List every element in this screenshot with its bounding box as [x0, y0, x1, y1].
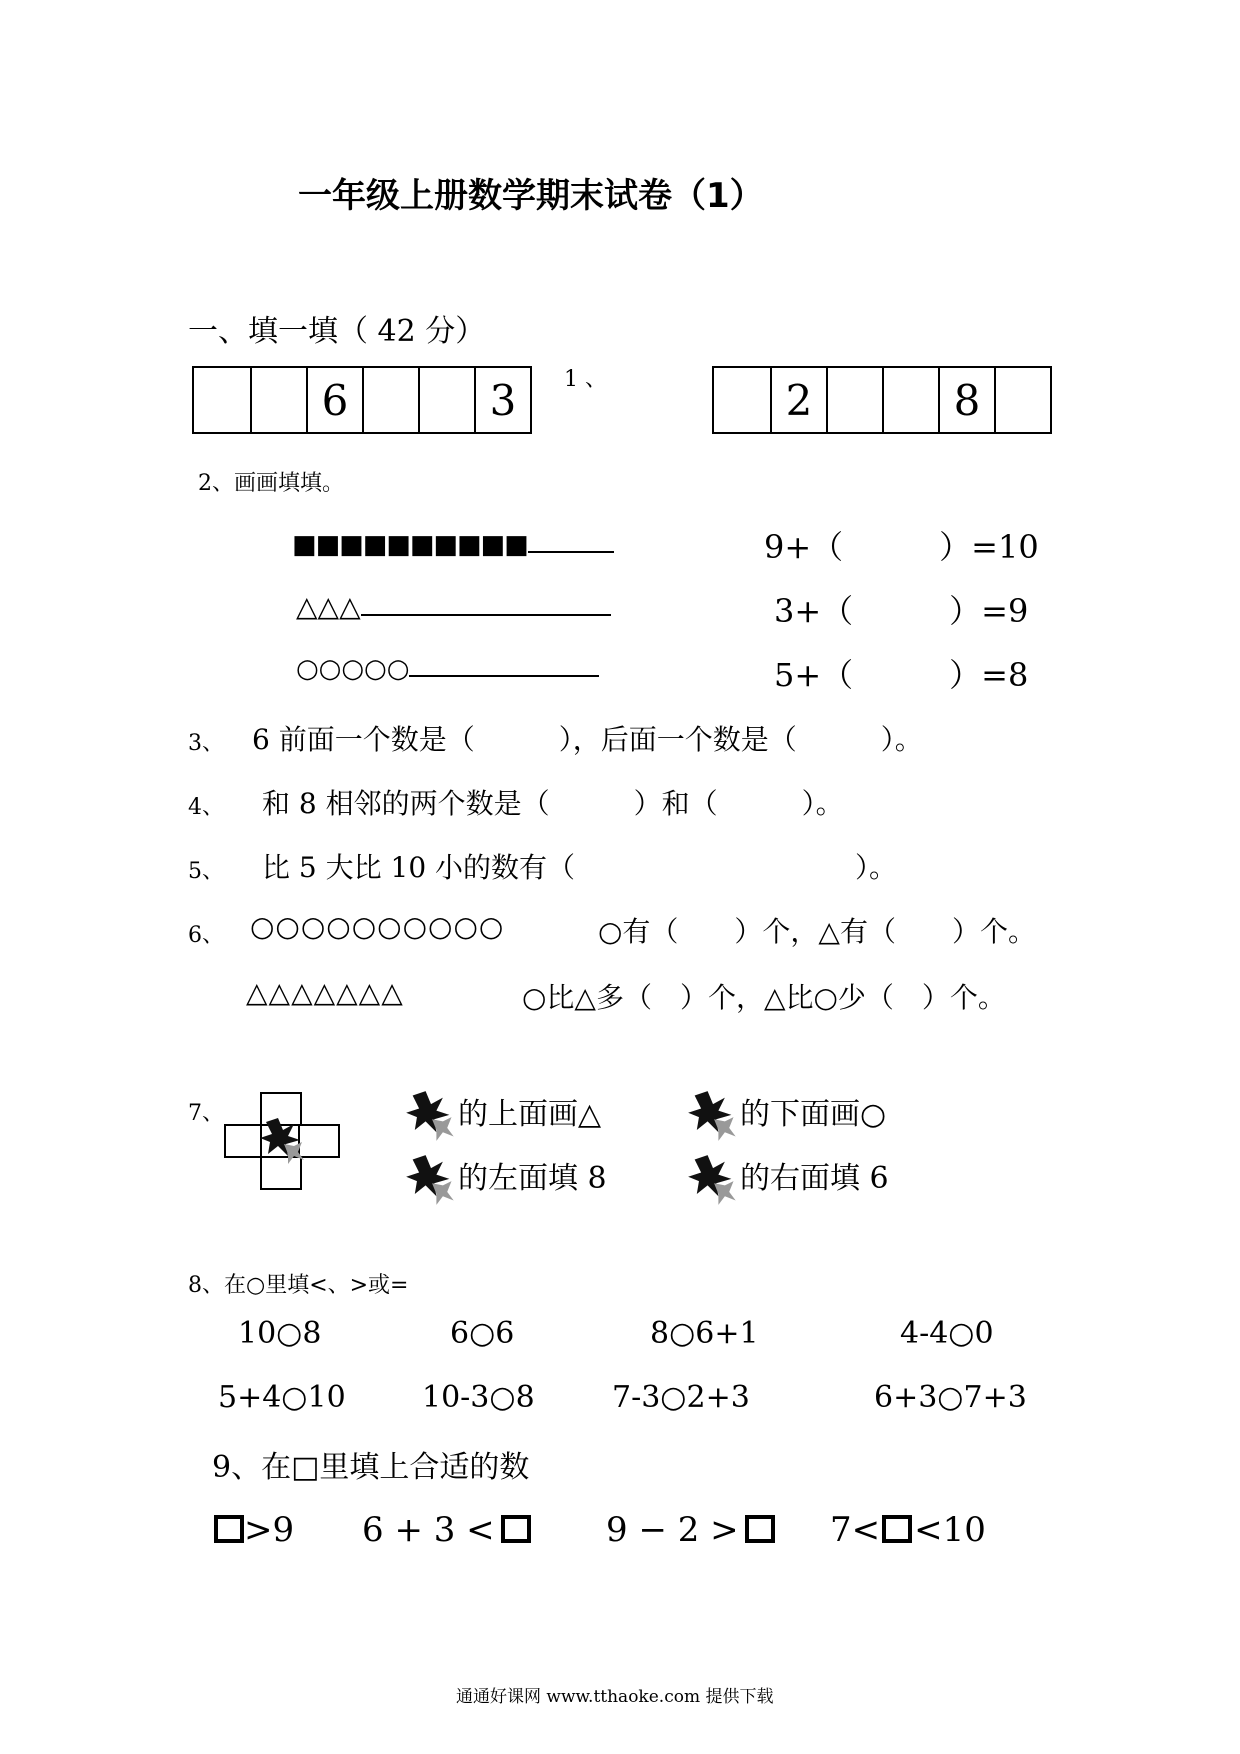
- leaf-icon: [686, 1088, 740, 1144]
- comparison: 7-3○2+3: [612, 1380, 750, 1415]
- shape-row-triangles: [296, 590, 611, 623]
- number-cell: 3: [474, 368, 530, 432]
- number-cell[interactable]: [826, 368, 882, 432]
- q7-item: [404, 1088, 601, 1144]
- number-cell[interactable]: [418, 368, 474, 432]
- number-cell[interactable]: [882, 368, 938, 432]
- number-cell[interactable]: [714, 368, 770, 432]
- question-number: 7、: [188, 1101, 224, 1126]
- question-text: 6 前面一个数是（ ），后面一个数是（ ）。: [252, 723, 923, 756]
- circle-shapes: ○○○○○○○○○○: [250, 910, 505, 943]
- equation-text: 7<: [830, 1510, 881, 1550]
- number-box-row-a: [192, 366, 532, 434]
- q7-item: [686, 1088, 886, 1144]
- q9-equation-1: [214, 1510, 294, 1550]
- triangle-shapes: △△△△△△△: [246, 976, 404, 1009]
- equation: 5+（ ）=8: [774, 656, 1029, 694]
- triangle-shapes: △△△: [296, 590, 361, 623]
- shape-row-circles: [296, 654, 599, 684]
- question-number: 4、: [188, 795, 224, 820]
- comparison: 6○6: [450, 1316, 515, 1351]
- comparison: 10○8: [238, 1316, 322, 1351]
- comparison: 4-4○0: [900, 1316, 994, 1351]
- cross-grid: [224, 1092, 340, 1188]
- question-label: 2、画画填填。: [198, 471, 344, 496]
- question-number: 1 、: [564, 367, 607, 392]
- answer-box[interactable]: [745, 1515, 775, 1543]
- equation-text: <10: [914, 1510, 986, 1550]
- answer-line[interactable]: [409, 671, 599, 677]
- question-number: 5、: [188, 859, 224, 884]
- number-cell[interactable]: [994, 368, 1050, 432]
- q9-equation-3: [606, 1510, 775, 1550]
- shape-row-squares: [292, 530, 614, 560]
- question-number: 6、: [188, 923, 224, 948]
- answer-line[interactable]: [361, 610, 611, 616]
- circle-shapes: ○○○○○: [296, 654, 410, 684]
- number-box-row-b: [712, 366, 1052, 434]
- question-number: 3、: [188, 731, 224, 756]
- equation: 9+（ ）=10: [764, 528, 1039, 566]
- number-cell: 2: [770, 368, 826, 432]
- leaf-icon: [686, 1152, 740, 1208]
- equation-text: 6 + 3 <: [362, 1510, 495, 1550]
- leaf-icon: [404, 1088, 458, 1144]
- q7-item-text: 的上面画△: [458, 1097, 602, 1132]
- equation-text: >9: [244, 1510, 295, 1550]
- section-heading: 一、填一填（ 42 分）: [188, 314, 486, 349]
- answer-box[interactable]: [882, 1515, 912, 1543]
- answer-box[interactable]: [214, 1515, 244, 1543]
- leaf-icon: [258, 1116, 308, 1166]
- square-shapes: ■■■■■■■■■■: [292, 530, 528, 560]
- question-text: 比 5 大比 10 小的数有（ ）。: [262, 851, 898, 884]
- comparison: 5+4○10: [218, 1380, 346, 1415]
- equation: 3+（ ）=9: [774, 592, 1029, 630]
- comparison: 6+3○7+3: [874, 1380, 1027, 1415]
- question-text: ○有（ ）个，△有（ ）个。: [598, 915, 1036, 948]
- question-text: 和 8 相邻的两个数是（ ）和（ ）。: [262, 787, 844, 820]
- number-cell[interactable]: [194, 368, 250, 432]
- comparison: 10-3○8: [422, 1380, 535, 1415]
- number-cell[interactable]: [362, 368, 418, 432]
- answer-box[interactable]: [501, 1515, 531, 1543]
- question-label: 8、在○里填<、>或=: [188, 1273, 409, 1298]
- q7-item: [404, 1152, 607, 1208]
- page-title: 一年级上册数学期末试卷（1）: [298, 176, 764, 216]
- answer-line[interactable]: [528, 547, 614, 553]
- number-cell[interactable]: [250, 368, 306, 432]
- leaf-icon: [404, 1152, 458, 1208]
- q9-equation-4: [830, 1510, 986, 1550]
- number-cell: 6: [306, 368, 362, 432]
- comparison: 8○6+1: [650, 1316, 759, 1351]
- q7-item-text: 的左面填 8: [458, 1161, 607, 1196]
- q9-equation-2: [362, 1510, 531, 1550]
- q7-item-text: 的下面画○: [740, 1097, 887, 1132]
- number-cell: 8: [938, 368, 994, 432]
- equation-text: 9 − 2 >: [606, 1510, 739, 1550]
- question-label: 9、在□里填上合适的数: [212, 1450, 530, 1485]
- question-text: ○比△多（ ）个，△比○少（ ）个。: [522, 981, 1006, 1014]
- q7-item-text: 的右面填 6: [740, 1161, 889, 1196]
- q7-item: [686, 1152, 889, 1208]
- footer-text: 通通好课网 www.tthaoke.com 提供下载: [456, 1687, 774, 1707]
